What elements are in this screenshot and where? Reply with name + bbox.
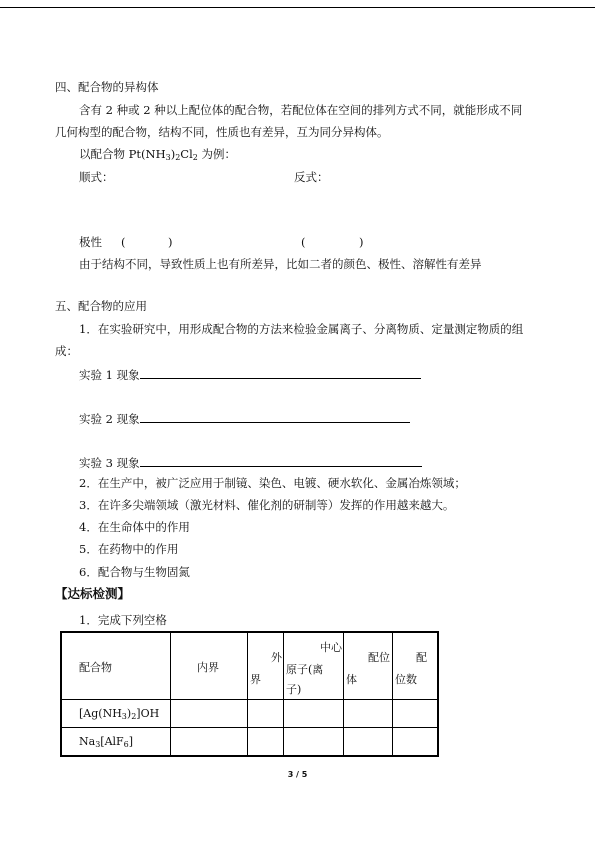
page-number: 3 / 5 [287, 770, 308, 779]
th-center-atom: 中心 原子(离 子) [284, 632, 344, 700]
th-coordination-number: 配 位数 [393, 632, 439, 700]
cell-inner-2[interactable] [171, 728, 248, 757]
section5-title: 五、配合物的应用 [55, 299, 147, 313]
cell-ligand-2[interactable] [344, 728, 393, 757]
cell-center-2[interactable] [284, 728, 344, 757]
section4-title: 四、配合物的异构体 [55, 80, 159, 94]
section5-item2: 2．在生产中，被广泛应用于制镜、染色、电镀、硬水软化、金属冶炼领域； [79, 476, 466, 490]
polarity-paren-right-2: ) [359, 235, 364, 249]
trans-label: 反式： [294, 170, 329, 184]
example-sub3: 2 [192, 153, 198, 162]
experiment-1 [79, 366, 421, 383]
section5-item5: 5．在药物中的作用 [79, 542, 179, 556]
section5-item6: 6．配合物与生物固氮 [79, 565, 190, 579]
experiment-3-label: 实验 3 现象 [79, 456, 140, 470]
section5-item4: 4．在生命体中的作用 [79, 520, 190, 534]
experiment-2 [79, 410, 410, 427]
cell-cn-1[interactable] [393, 700, 439, 728]
experiment-3-blank[interactable] [140, 454, 422, 467]
example-sub1: 3 [165, 153, 171, 162]
cis-label: 顺式： [79, 170, 114, 184]
polarity-paren-left-1: ( [121, 235, 126, 249]
section4-conclusion: 由于结构不同，导致性质上也有所差异，比如二者的颜色、极性、溶解性有差异 [79, 257, 482, 271]
th-ligand: 配位 体 [344, 632, 393, 700]
polarity-label: 极性 [79, 235, 102, 249]
header-rule [0, 7, 595, 8]
section5-item3: 3．在许多尖端领域（激光材料、催化剂的研制等）发挥的作用越来越大。 [79, 498, 455, 512]
check-heading: 【达标检测】 [55, 586, 131, 601]
cell-complex-1: $[Ag(NH_3)_2]OH$ [61, 700, 171, 728]
experiment-1-label: 实验 1 现象 [79, 368, 140, 382]
check-q1: 1．完成下列空格 [79, 613, 167, 627]
experiment-1-blank[interactable] [140, 366, 421, 379]
example-cl: Cl [180, 147, 193, 161]
polarity-paren-left-2: ( [301, 235, 306, 249]
cell-complex-2: $Na_3[AlF_6]$ [61, 728, 171, 757]
experiment-2-blank[interactable] [140, 410, 410, 423]
example-sub2: 2 [175, 153, 181, 162]
cell-inner-1[interactable] [171, 700, 248, 728]
experiment-3 [79, 454, 422, 471]
example-mid: ) [170, 147, 176, 161]
experiment-2-label: 实验 2 现象 [79, 412, 140, 426]
cell-outer-1[interactable] [248, 700, 284, 728]
example-post: 为例： [197, 147, 237, 161]
table-row [61, 728, 438, 757]
cell-cn-2[interactable] [393, 728, 439, 757]
polarity-paren-right-1: ) [168, 235, 173, 249]
section4-para-line1: 含有 2 种或 2 种以上配位体的配合物，若配位体在空间的排列方式不同，就能形成不同 [79, 103, 523, 117]
section4-para-line2: 几何构型的配合物，结构不同，性质也有差异，互为同分异构体。 [55, 125, 389, 139]
section5-item1-line1: 1．在实验研究中，用形成配合物的方法来检验金属离子、分离物质、定量测定物质的组 [79, 322, 524, 336]
example-line [79, 147, 236, 165]
cell-ligand-1[interactable] [344, 700, 393, 728]
section5-item1-line2: 成： [55, 344, 78, 358]
cell-center-1[interactable] [284, 700, 344, 728]
th-inner: 内界 [171, 632, 248, 700]
table-header-row [61, 632, 438, 700]
th-outer: 外 界 [248, 632, 284, 700]
table-row [61, 700, 438, 728]
th-complex: 配合物 [61, 632, 171, 700]
example-pre: 以配合物 Pt(NH [79, 147, 166, 161]
cell-outer-2[interactable] [248, 728, 284, 757]
complex-table [60, 631, 439, 757]
